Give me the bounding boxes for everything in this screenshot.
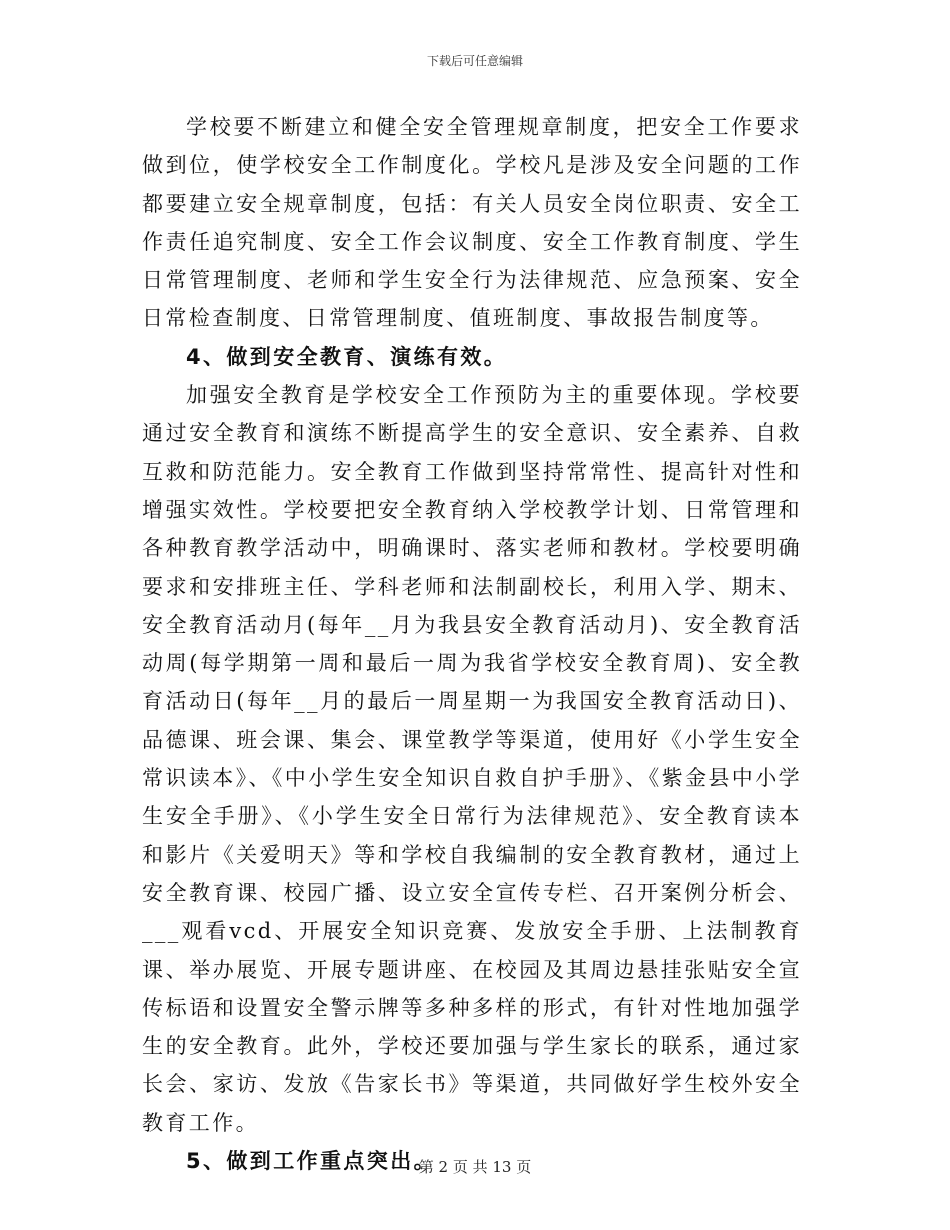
paragraph-safety-education: 加强安全教育是学校安全工作预防为主的重要体现。学校要通过安全教育和演练不断提高学生的安全意识、安全素养、自救互救和防范能力。安全教育工作做到坚持常常性、提高针对性和增强实效性。学校要把安全教育纳入学校教学计划、日常管理和各种教育教学活动中，明确课时、落实老师和教材。学校要明确要求和安排班主任、学科老师和法制副校长，利用入学、期末、安全教育活动月(每年__月为我县安全教育活动月)、安全教育活动周(每学期第一周和最后一周为我省学校安全教育周)、安全教育活动日(每年__月的最后一周星期一为我国安全教育活动日)、品德课、班会课、集会、课堂教学等渠道，使用好《小学生安全常识读本》、《中小学生安全知识自救自护手册》、《紫金县中小学生安全手册》、《小学生安全日常行为法律规范》、安全教育读本和影片《关爱明天》等和学校自我编制的安全教育教材，通过上安全教育课、校园广播、设立安全宣传专栏、召开案例分析会、___观看vcd、开展安全知识竞赛、发放安全手册、上法制教育课、举办展览、开展专题讲座、在校园及其周边悬挂张贴安全宣传标语和设置安全警示牌等多种多样的形式，有针对性地加强学生的安全教育。此外，学校还要加强与学生家长的联系，通过家长会、家访、发放《告家长书》等渠道，共同做好学生校外安全教育工作。 <box>142 383 802 1135</box>
page-number: 第 2 页 共 13 页 <box>418 1158 532 1176</box>
document-body <box>142 108 802 1180</box>
section-heading-5: 5、做到工作重点突出。 <box>186 1149 438 1174</box>
section-heading-4: 4、做到安全教育、演练有效。 <box>186 344 508 369</box>
paragraph-safety-rules: 学校要不断建立和健全安全管理规章制度，把安全工作要求做到位，使学校安全工作制度化。学校凡是涉及安全问题的工作都要建立安全规章制度，包括：有关人员安全岗位职责、安全工作责任追究制度、安全工作会议制度、安全工作教育制度、学生日常管理制度、老师和学生安全行为法律规范、应急预案、安全日常检查制度、日常管理制度、值班制度、事故报告制度等。 <box>142 115 802 331</box>
page-header: 下载后可任意编辑 <box>426 54 523 68</box>
